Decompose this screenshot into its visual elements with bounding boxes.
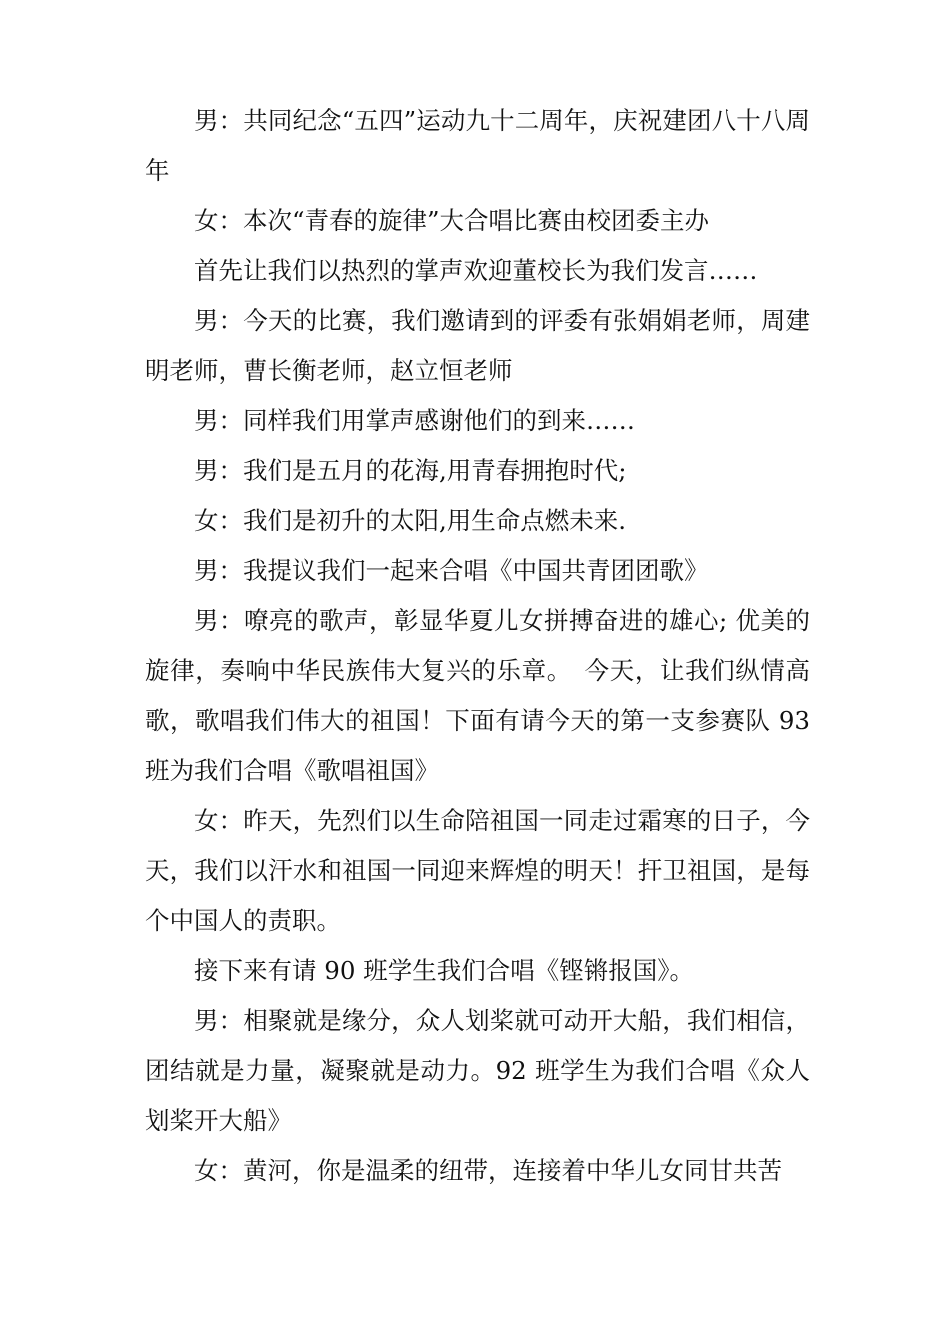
paragraph-class-92: 男：相聚就是缘分，众人划桨就可动开大船，我们相信，团结就是力量，凝聚就是动力。92 班学生为我们合唱《众人划桨开大船》	[145, 1006, 810, 1135]
paragraph-league-song: 男：我提议我们一起来合唱《中国共青团团歌》	[194, 556, 709, 585]
paragraph-opening-male: 男：共同纪念“五四”运动九十二周年，庆祝建团八十八周年	[145, 106, 810, 185]
paragraph-class-93: 男：嘹亮的歌声，彰显华夏儿女拼搏奋进的雄心; 优美的旋律，奏响中华民族伟大复兴的乐章。 今天，让我们纵情高歌，歌唱我们伟大的祖国！下面有请今天的第一支参赛队 93 班为我们合唱《歌唱祖国》	[145, 606, 810, 785]
paragraph-judges-intro: 男：今天的比赛，我们邀请到的评委有张娟娟老师，周建明老师，曹长衡老师，赵立恒老师	[145, 306, 810, 385]
paragraph-thanks-judges: 男：同样我们用掌声感谢他们的到来……	[194, 406, 635, 435]
paragraph-yellow-river: 女：黄河，你是温柔的纽带，连接着中华儿女同甘共苦	[194, 1156, 782, 1185]
paragraph-rising-sun: 女：我们是初升的太阳,用生命点燃未来.	[194, 506, 627, 535]
document-body	[145, 96, 810, 1196]
paragraph-flower-sea: 男：我们是五月的花海,用青春拥抱时代;	[194, 456, 627, 485]
paragraph-defend-motherland: 女：昨天，先烈们以生命陪祖国一同走过霜寒的日子，今天，我们以汗水和祖国一同迎来辉煌的明天！扞卫祖国，是每个中国人的责职。	[145, 806, 810, 935]
paragraph-organizer-female: 女：本次“青春的旋律”大合唱比赛由校团委主办	[194, 206, 710, 235]
paragraph-class-90: 接下来有请 90 班学生我们合唱《铿锵报国》。	[194, 956, 694, 985]
paragraph-principal-speech: 首先让我们以热烈的掌声欢迎董校长为我们发言……	[194, 256, 758, 285]
